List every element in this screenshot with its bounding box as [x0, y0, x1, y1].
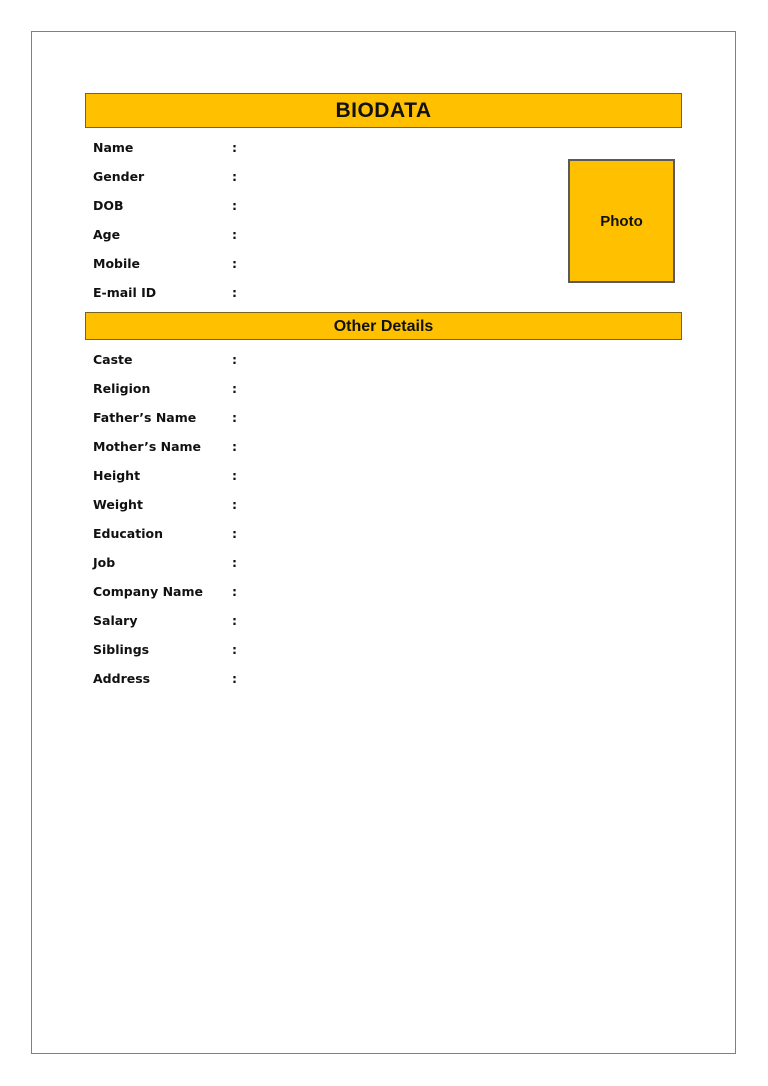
- field-label: Caste: [93, 352, 133, 367]
- field-separator: :: [232, 642, 237, 657]
- field-label: Gender: [93, 169, 145, 184]
- field-separator: :: [232, 410, 237, 425]
- biodata-title-banner: [85, 93, 682, 128]
- field-label: Height: [93, 468, 141, 483]
- field-separator: :: [232, 555, 237, 570]
- other-details-banner: [85, 312, 682, 340]
- field-label: Education: [93, 526, 163, 541]
- field-separator: :: [232, 285, 237, 300]
- field-separator: :: [232, 169, 237, 184]
- photo-placeholder[interactable]: [568, 159, 675, 283]
- field-separator: :: [232, 584, 237, 599]
- field-label: Religion: [93, 381, 151, 396]
- field-separator: :: [232, 468, 237, 483]
- field-label: Salary: [93, 613, 138, 628]
- field-label: E-mail ID: [93, 285, 157, 300]
- field-label: Father’s Name: [93, 410, 197, 425]
- field-separator: :: [232, 671, 237, 686]
- field-label: Name: [93, 140, 134, 155]
- field-label: Age: [93, 227, 121, 242]
- field-separator: :: [232, 198, 237, 213]
- page-title: BIODATA: [335, 99, 432, 122]
- field-label: Job: [93, 555, 116, 570]
- section-title: Other Details: [333, 318, 434, 335]
- field-separator: :: [232, 613, 237, 628]
- field-separator: :: [232, 352, 237, 367]
- field-label: Mobile: [93, 256, 141, 271]
- photo-label: Photo: [600, 212, 643, 230]
- field-separator: :: [232, 526, 237, 541]
- field-label: Siblings: [93, 642, 150, 657]
- field-label: Weight: [93, 497, 143, 512]
- field-label: Company Name: [93, 584, 203, 599]
- field-label: Mother’s Name: [93, 439, 202, 454]
- field-label: DOB: [93, 198, 124, 213]
- field-separator: :: [232, 227, 237, 242]
- field-separator: :: [232, 439, 237, 454]
- field-separator: :: [232, 497, 237, 512]
- field-label: Address: [93, 671, 151, 686]
- field-separator: :: [232, 140, 237, 155]
- field-separator: :: [232, 381, 237, 396]
- field-separator: :: [232, 256, 237, 271]
